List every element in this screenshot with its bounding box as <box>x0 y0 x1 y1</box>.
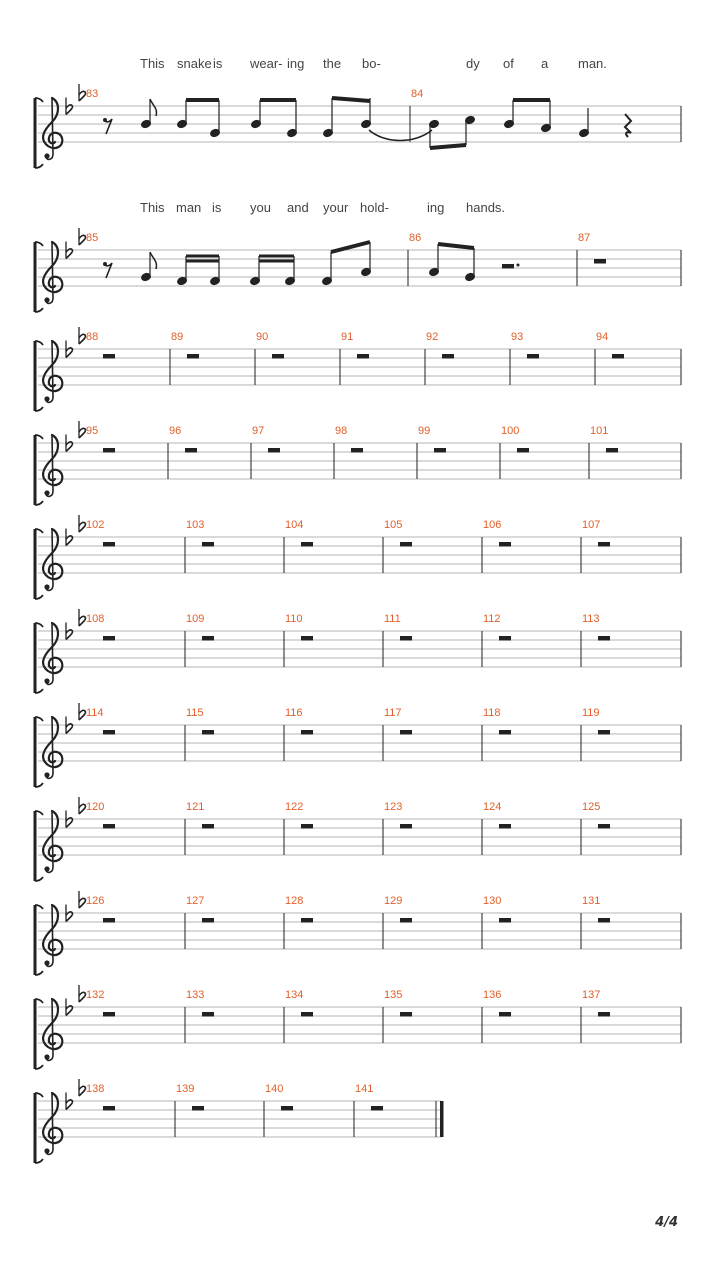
whole-rest <box>351 448 363 453</box>
whole-rest <box>517 448 529 453</box>
lyric-syllable: hands. <box>466 200 506 215</box>
flat-icon <box>66 811 73 828</box>
measure-number: 83 <box>86 88 99 100</box>
measure-number: 86 <box>409 232 422 244</box>
measure-number: 129 <box>384 895 403 907</box>
measure-number: 106 <box>483 519 502 531</box>
lyric-syllable: of <box>503 56 514 71</box>
whole-rest <box>499 730 511 735</box>
measure-number: 101 <box>590 425 609 437</box>
flat-icon <box>79 797 86 814</box>
staff-lines <box>38 1007 681 1043</box>
whole-rest <box>598 730 610 735</box>
whole-rest <box>527 354 539 359</box>
measure-number: 128 <box>285 895 304 907</box>
staff-system <box>35 985 681 1069</box>
measure-number: 117 <box>384 707 402 719</box>
whole-rest <box>301 636 313 641</box>
staff-system <box>35 327 681 411</box>
lyric-syllable: a <box>541 56 549 71</box>
treble-clef-icon <box>43 811 62 872</box>
measure-number: 118 <box>483 707 501 719</box>
measure-number: 140 <box>265 1083 284 1095</box>
staff-system <box>35 1079 444 1163</box>
measure-number: 112 <box>483 613 501 625</box>
whole-rest <box>612 354 624 359</box>
whole-rest <box>103 354 115 359</box>
treble-clef-icon <box>43 623 62 684</box>
measure-number: 111 <box>384 613 401 625</box>
flat-icon <box>79 327 86 344</box>
measure-number: 94 <box>596 331 609 343</box>
lyric-syllable: hold- <box>360 200 389 215</box>
measure-number: 121 <box>186 801 205 813</box>
measure-number: 127 <box>186 895 205 907</box>
measure-number: 114 <box>86 707 104 719</box>
measure-number: 113 <box>582 613 600 625</box>
treble-clef-icon <box>43 529 62 590</box>
flat-icon <box>79 1079 86 1096</box>
staff-system <box>35 797 681 881</box>
measure-number: 132 <box>86 989 105 1001</box>
whole-rest <box>301 1012 313 1017</box>
measure-number: 92 <box>426 331 439 343</box>
staff-system <box>35 228 681 312</box>
whole-rest <box>192 1106 204 1111</box>
measure-number: 88 <box>86 331 99 343</box>
whole-rest <box>103 448 115 453</box>
staff-lines <box>38 819 681 855</box>
whole-rest <box>202 542 214 547</box>
whole-rest <box>434 448 446 453</box>
measure-number: 139 <box>176 1083 195 1095</box>
measure-number: 99 <box>418 425 431 437</box>
lyric-syllable: is <box>212 200 222 215</box>
treble-clef-icon <box>43 341 62 402</box>
lyric-syllable: and <box>287 200 309 215</box>
flat-icon <box>66 1093 73 1110</box>
measure-number: 131 <box>582 895 601 907</box>
whole-rest <box>598 918 610 923</box>
whole-rest <box>103 918 115 923</box>
measure-number: 120 <box>86 801 105 813</box>
whole-rest <box>499 1012 511 1017</box>
whole-rest <box>202 636 214 641</box>
flat-icon <box>66 242 73 259</box>
whole-rest <box>103 636 115 641</box>
flat-icon <box>79 84 86 101</box>
lyric-syllable: bo- <box>362 56 381 71</box>
lyric-syllable: man. <box>578 56 607 71</box>
whole-rest <box>103 1106 115 1111</box>
whole-rest <box>598 542 610 547</box>
whole-rest <box>594 259 606 264</box>
flat-icon <box>79 421 86 438</box>
measure-number: 84 <box>411 88 424 100</box>
staff-lines <box>38 631 681 667</box>
lyric-syllable: the <box>323 56 342 71</box>
note-group <box>141 98 372 138</box>
whole-rest <box>400 824 412 829</box>
treble-clef-icon <box>43 999 62 1060</box>
flat-icon <box>79 703 86 720</box>
whole-rest <box>187 354 199 359</box>
whole-rest <box>202 918 214 923</box>
lyric-syllable: man <box>176 200 202 215</box>
treble-clef-icon <box>43 435 62 496</box>
quarter-rest <box>625 114 631 137</box>
whole-rest <box>357 354 369 359</box>
lyric-syllable: is <box>213 56 223 71</box>
staff-lines <box>38 537 681 573</box>
measure-number: 138 <box>86 1083 105 1095</box>
lyric-syllable: your <box>323 200 349 215</box>
treble-clef-icon <box>43 98 62 159</box>
whole-rest <box>606 448 618 453</box>
half-rest <box>502 264 514 269</box>
lyric-syllable: you <box>250 200 271 215</box>
whole-rest <box>499 918 511 923</box>
measure-number: 104 <box>285 519 304 531</box>
measure-number: 89 <box>171 331 184 343</box>
measure-number: 96 <box>169 425 182 437</box>
whole-rest <box>400 918 412 923</box>
flat-icon <box>79 515 86 532</box>
whole-rest <box>499 542 511 547</box>
whole-rest <box>202 824 214 829</box>
measure-number: 100 <box>501 425 520 437</box>
tie <box>369 130 432 141</box>
measure-number: 119 <box>582 707 600 719</box>
whole-rest <box>400 542 412 547</box>
measure-number: 93 <box>511 331 524 343</box>
measure-number: 137 <box>582 989 601 1001</box>
measure-number: 134 <box>285 989 304 1001</box>
measure-number: 85 <box>86 232 99 244</box>
measure-number: 115 <box>186 707 204 719</box>
measure-number: 87 <box>578 232 591 244</box>
whole-rest <box>301 824 313 829</box>
whole-rest <box>103 542 115 547</box>
measure-number: 98 <box>335 425 348 437</box>
measure-number: 105 <box>384 519 403 531</box>
staff-lines <box>38 913 681 949</box>
lyric-syllable: This <box>140 200 165 215</box>
staff-lines <box>38 250 681 286</box>
measure-number: 103 <box>186 519 205 531</box>
measure-number: 95 <box>86 425 99 437</box>
flat-icon <box>66 717 73 734</box>
treble-clef-icon <box>43 1093 62 1154</box>
note-group <box>141 242 372 286</box>
final-barline <box>440 1101 444 1137</box>
whole-rest <box>598 824 610 829</box>
measure-number: 109 <box>186 613 205 625</box>
measure-number: 130 <box>483 895 502 907</box>
whole-rest <box>400 636 412 641</box>
measure-number: 123 <box>384 801 403 813</box>
lyric-syllable: ing <box>427 200 445 215</box>
treble-clef-icon <box>43 717 62 778</box>
flat-icon <box>79 891 86 908</box>
measure-number: 110 <box>285 613 303 625</box>
whole-rest <box>103 730 115 735</box>
measure-number: 97 <box>252 425 265 437</box>
staff-system <box>35 609 681 693</box>
whole-rest <box>272 354 284 359</box>
flat-icon <box>79 609 86 626</box>
measure-number: 90 <box>256 331 269 343</box>
whole-rest <box>202 1012 214 1017</box>
whole-rest <box>598 636 610 641</box>
whole-rest <box>281 1106 293 1111</box>
whole-rest <box>598 1012 610 1017</box>
flat-icon <box>66 98 73 115</box>
staff-system <box>35 703 681 787</box>
whole-rest <box>499 824 511 829</box>
whole-rest <box>268 448 280 453</box>
staff-lines <box>38 725 681 761</box>
measure-number: 91 <box>341 331 354 343</box>
whole-rest <box>499 636 511 641</box>
whole-rest <box>301 918 313 923</box>
flat-icon <box>79 228 86 245</box>
flat-icon <box>79 985 86 1002</box>
page-number: 4/4 <box>655 1215 678 1230</box>
lyric-syllable: wear- <box>250 56 283 71</box>
lyric-syllable: This <box>140 56 165 71</box>
flat-icon <box>66 905 73 922</box>
whole-rest <box>371 1106 383 1111</box>
measure-number: 124 <box>483 801 502 813</box>
measure-number: 102 <box>86 519 105 531</box>
measure-number: 108 <box>86 613 105 625</box>
rest-systems <box>35 327 681 1163</box>
staff-system <box>35 84 681 168</box>
whole-rest <box>185 448 197 453</box>
whole-rest <box>103 824 115 829</box>
staff-system <box>35 515 681 599</box>
measure-number: 125 <box>582 801 601 813</box>
whole-rest <box>442 354 454 359</box>
flat-icon <box>66 341 73 358</box>
flat-icon <box>66 999 73 1016</box>
staff-system <box>35 421 681 505</box>
measure-number: 135 <box>384 989 403 1001</box>
measure-number: 122 <box>285 801 304 813</box>
flat-icon <box>66 529 73 546</box>
staff-system <box>35 891 681 975</box>
treble-clef-icon <box>43 905 62 966</box>
measure-number: 126 <box>86 895 105 907</box>
measure-number: 107 <box>582 519 601 531</box>
whole-rest <box>400 730 412 735</box>
lyric-syllable: snake <box>177 56 212 71</box>
measure-number: 136 <box>483 989 502 1001</box>
measure-number: 116 <box>285 707 303 719</box>
whole-rest <box>103 1012 115 1017</box>
whole-rest <box>301 542 313 547</box>
lyric-syllable: dy <box>466 56 480 71</box>
whole-rest <box>301 730 313 735</box>
flat-icon <box>66 435 73 452</box>
lyric-syllable: ing <box>287 56 305 71</box>
flat-icon <box>66 623 73 640</box>
treble-clef-icon <box>43 242 62 303</box>
measure-number: 141 <box>355 1083 374 1095</box>
whole-rest <box>202 730 214 735</box>
measure-number: 133 <box>186 989 205 1001</box>
whole-rest <box>400 1012 412 1017</box>
